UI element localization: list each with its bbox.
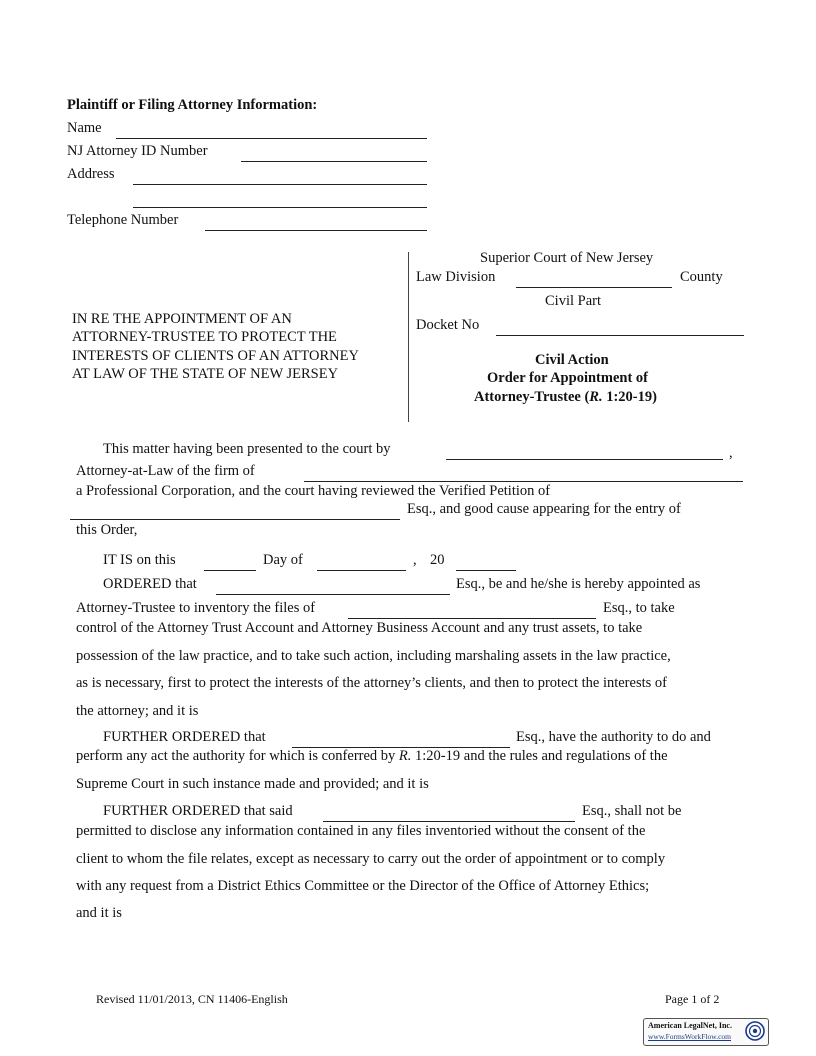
order-title: Order for Appointment of [487,370,648,386]
p1-line-4: Esq., and good cause appearing for the entry of [407,501,681,517]
civil-part-label: Civil Part [545,293,601,309]
month-field[interactable] [317,570,406,571]
address-field-line-1[interactable] [133,184,427,185]
p5-line-5: and it is [76,905,122,921]
petitioner-field[interactable] [70,519,400,520]
address-label: Address [67,166,115,182]
page-number: Page 1 of 2 [665,992,720,1006]
p3-line-5: as is necessary, first to protect the interests of the attorney’s clients, and then to protect the interests of [76,675,667,691]
caption-line-3: INTERESTS OF CLIENTS OF AN ATTORNEY [72,348,359,364]
p3-line-6: the attorney; and it is [76,703,199,719]
date-comma: , [413,552,417,568]
court-name: Superior Court of New Jersey [480,250,654,266]
p4-line-2: perform any act the authority for which is conferred by R. 1:20-19 and the rules and regulations of the [76,748,668,764]
name-field[interactable] [116,138,427,139]
p1-line-2: Attorney-at-Law of the firm of [76,463,255,479]
caption-line-1: IN RE THE APPOINTMENT OF AN [72,311,292,327]
p4-line-3: Supreme Court in such instance made and provided; and it is [76,776,429,792]
county-field[interactable] [516,287,672,288]
p1-line-5: this Order, [76,522,138,538]
civil-action-label: Civil Action [535,352,609,368]
p3-line-1: Esq., be and he/she is hereby appointed as [456,576,701,592]
p5-line-2: permitted to disclose any information contained in any files inventoried without the consent of the [76,823,646,839]
p5-line-3: client to whom the file relates, except as necessary to carry out the order of appointment or to comply [76,851,666,867]
name-label: Name [67,120,102,136]
p3-line-3: control of the Attorney Trust Account and Attorney Business Account and any trust assets, to take [76,620,643,636]
address-field-line-2[interactable] [133,207,427,208]
telephone-label: Telephone Number [67,212,179,228]
p1-comma: , [729,445,733,461]
p5-line-4: with any request from a District Ethics Committee or the Director of the Office of Attorney Ethics; [76,878,650,894]
further-ordered-label-2: FURTHER ORDERED that said [103,803,293,819]
further-ordered-label-1: FURTHER ORDERED that [103,729,266,745]
docket-field[interactable] [496,335,744,336]
docket-label: Docket No [416,317,480,333]
revision-note: Revised 11/01/2013, CN 11406-English [96,992,288,1006]
order-subtitle: Attorney-Trustee (R. 1:20-19) [474,389,657,405]
caption-divider [408,252,409,422]
p1-line-3: a Professional Corporation, and the court having reviewed the Verified Petition of [76,483,551,499]
caption-line-2: ATTORNEY-TRUSTEE TO PROTECT THE [72,329,337,345]
law-division-label: Law Division [416,269,496,285]
day-of-label: Day of [263,552,303,568]
disclosure-trustee-field[interactable] [323,821,575,822]
day-field[interactable] [204,570,256,571]
p3-line-2: Attorney-Trustee to inventory the files of [76,600,316,616]
presenter-field[interactable] [446,459,723,460]
caption-line-4: AT LAW OF THE STATE OF NEW JERSEY [72,366,339,382]
telephone-field[interactable] [205,230,427,231]
p4-line-1: Esq., have the authority to do and [516,729,711,745]
logo-name: American LegalNet, Inc. [648,1021,732,1030]
p3-line-4: possession of the law practice, and to take such action, including marshaling assets in the law practice, [76,648,671,664]
year-field[interactable] [456,570,516,571]
p1-line-1: This matter having been presented to the court by [103,441,391,457]
firm-field[interactable] [304,481,743,482]
p5-line-1: Esq., shall not be [582,803,682,819]
attorney-id-field[interactable] [241,161,427,162]
attorney-files-field[interactable] [348,618,596,619]
trustee-name-field[interactable] [216,594,450,595]
year-prefix: 20 [430,552,445,568]
logo-url[interactable]: www.FormsWorkFlow.com [648,1032,732,1041]
legalnet-logo[interactable] [643,1018,769,1046]
header-title: Plaintiff or Filing Attorney Information: [67,97,318,113]
it-is-label: IT IS on this [103,552,176,568]
seal-icon [745,1021,765,1041]
county-label: County [680,269,723,285]
attorney-id-label: NJ Attorney ID Number [67,143,208,159]
p3-line-2-end: Esq., to take [603,600,675,616]
ordered-label: ORDERED that [103,576,197,592]
